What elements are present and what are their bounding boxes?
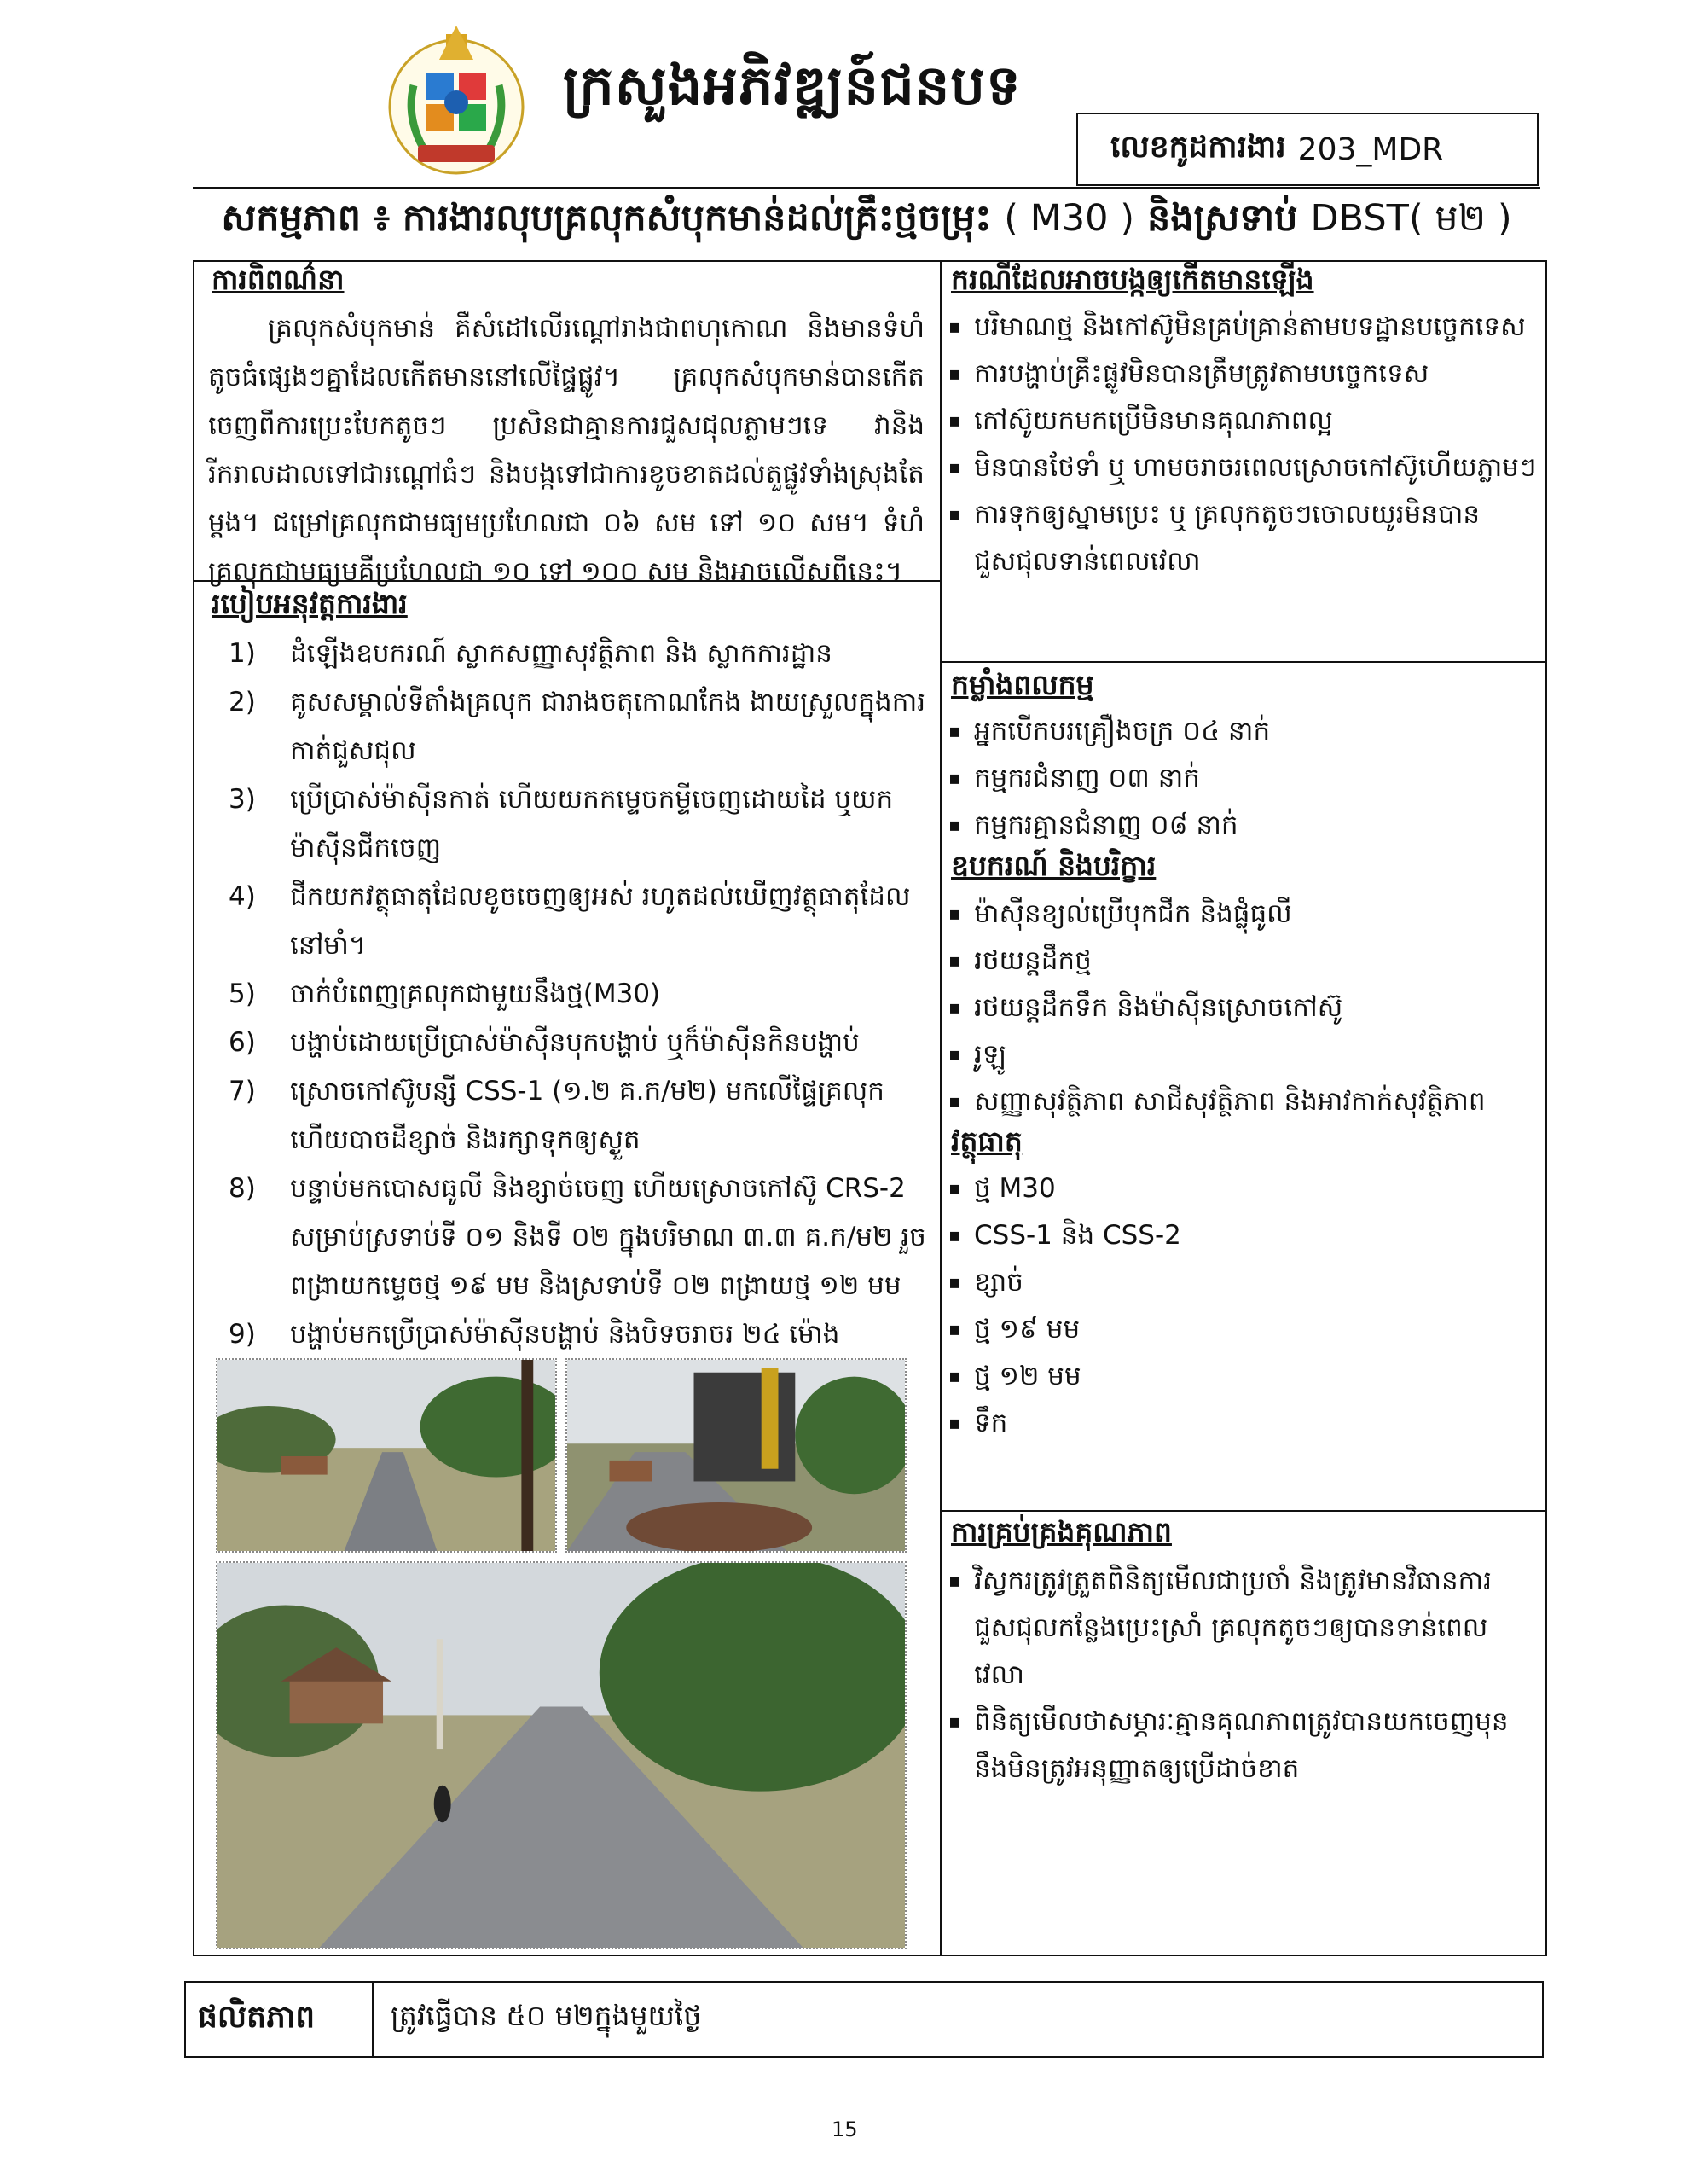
method-step-number: 2) [229,687,256,717]
material-item [948,1306,1537,1353]
equipment-item-text: រថយន្តដឹកថ្ម [974,945,1092,976]
equipment-item [948,891,1537,938]
activity-m30: ( M30 ) [1004,197,1134,240]
description-text: គ្រលុកសំបុកមាន់ គឺសំដៅលើរណ្ដៅរាងជាពហុកោណ និងមានទំហំតូចធំផ្សេងៗគ្នាដែលកើតមាននៅលើផ្ទៃផ្លូវ។ គ្រលុកសំបុកមាន់បានកើតចេញពីការប្រេះបែកតូចៗ ប្រសិនជាគ្មានការជួសជុលភ្លាមៗទេ វានិងរីករាលដាលទៅជារណ្ដៅធំៗ និងបង្កទៅជាការខូចខាតដល់តួផ្លូវទាំងស្រុងតែម្ដង។ ជម្រៅគ្រលុកជាមធ្យមប្រហែលជា ០៦ សម ទៅ ១០ សម។ ទំហំគ្រលុកជាមធ្យមគឺប្រហែលជា ១០ ទៅ ១០០ សម និងអាចលើសពីនេះ។ [208,313,925,587]
material-item-text: ទឹក [974,1408,1008,1438]
material-item-text: ថ្ម ១២ មម [974,1361,1081,1391]
labor-item [948,755,1537,802]
description-title: ការពិពណ៌នា [212,263,345,296]
method-step-text: បង្ហាប់មកប្រើប្រាស់ម៉ាស៊ីនបង្ហាប់ និងបិទចរាចរ ២៤ ម៉ោង [290,1319,840,1350]
method-title: របៀបអនុវត្តការងារ [212,587,408,620]
road-photo-2 [565,1358,907,1553]
row-divider-causes [940,661,1547,663]
cause-item-text: ការបង្ហាប់គ្រឹះផ្លូវមិនបានត្រឹមត្រូវតាមបច្ចេកទេស [974,358,1429,389]
bullet-icon: ▪ [948,1413,961,1434]
equipment-item-text: រូឡូ [974,1039,1006,1070]
activity-title [193,195,1540,248]
equipment-list [948,891,1537,1125]
equipment-item [948,985,1537,1031]
ministry-name: ក្រសួងអភិវឌ្ឍន៍ជនបទ [563,55,1022,118]
cause-item [948,304,1537,351]
material-item-text: ថ្ម M30 [974,1173,1056,1204]
material-item-text: ខ្សាច់ [974,1267,1023,1298]
material-item [948,1353,1537,1400]
labor-item-text: កម្មករគ្មានជំនាញ ០៨ នាក់ [974,810,1238,840]
bullet-icon: ▪ [948,410,961,432]
document-code-box [1076,113,1539,186]
bullet-icon: ▪ [948,1711,961,1733]
productivity-divider [372,1981,374,2058]
method-step-text: បន្ទាប់មកបោសធូលី និងខ្សាច់ចេញ ហើយស្រោចកៅស៊ូ CRS-2 សម្រាប់ស្រទាប់ទី ០១ និងទី ០២ ក្នុងបរិមាណ ៣.៣ គ.ក/ម២ រួចពង្រាយកម្ទេចថ្ម ១៩ មម និងស្រទាប់ទី ០២ ពង្រាយថ្ម ១២ មម [290,1173,926,1301]
bullet-icon: ▪ [948,1044,961,1066]
quality-list [948,1558,1537,1792]
bullet-icon: ▪ [948,457,961,479]
cause-item-text: កៅស៊ូយកមកប្រើមិនមានគុណភាពល្អ [974,405,1333,436]
method-step-text: ប្រើប្រាស់ម៉ាស៊ីនកាត់ ហើយយកកម្ទេចកម្ទីចេញដោយដៃ ឬយកម៉ាស៊ីនជីកចេញ [290,784,894,863]
method-step-text: បង្ហាប់ដោយប្រើប្រាស់ម៉ាស៊ីនបុកបង្ហាប់ ឬក៏ម៉ាស៊ីនកិនបង្ហាប់ [290,1027,860,1058]
equipment-item-text: សញ្ញាសុវត្ថិភាព សាជីសុវត្ថិភាព និងអាវកាក់សុវត្ថិភាព [974,1086,1486,1117]
quality-item-text: វិស្វករត្រូវត្រួតពិនិត្យមើលជាប្រចាំ និងត្រូវមានវិធានការជួសជុលកន្លែងប្រេះស្រាំ គ្រលុកតូចៗឲ្យបានទាន់ពេលវេលា [974,1565,1492,1690]
method-step [196,1067,930,1165]
cause-item-text: ការទុកឲ្យស្នាមប្រេះ ឬ គ្រលុកតូចៗចោលយូរមិនបានជួសជុលទាន់ពេលវេលា [974,499,1481,577]
bullet-icon: ▪ [948,1091,961,1112]
equipment-item [948,938,1537,985]
quality-title: ការគ្រប់គ្រងគុណភាព [951,1515,1172,1548]
bullet-icon: ▪ [948,997,961,1019]
labor-item-text: អ្នកបើកបរគ្រឿងចក្រ ០៤ នាក់ [974,716,1271,746]
method-steps [196,630,930,1359]
method-step-number: 4) [229,881,256,912]
method-step [196,970,930,1019]
materials-title: វត្ថុធាតុ [951,1124,1023,1158]
bullet-icon: ▪ [948,1571,961,1592]
equipment-title: ឧបករណ៍ និងបរិក្ខារ [951,849,1157,882]
method-step [196,678,930,775]
method-step-text: ដំឡើងឧបករណ៍ ស្លាកសញ្ញាសុវត្ថិភាព និង ស្លាកការដ្ឋាន [290,638,832,669]
bullet-icon: ▪ [948,721,961,742]
bullet-icon: ▪ [948,1225,961,1246]
method-step [196,873,930,970]
method-step [196,1019,930,1067]
cause-item [948,491,1537,585]
activity-layer: និងស្រទាប់ [1146,197,1298,240]
header-rule [193,187,1540,189]
material-item [948,1400,1537,1447]
equipment-item-text: រថយន្តដឹកទឹក និងម៉ាស៊ីនស្រោចកៅស៊ូ [974,992,1343,1023]
bullet-icon: ▪ [948,815,961,836]
method-step-number: 8) [229,1173,256,1204]
method-step [196,630,930,678]
method-step-text: ជីកយកវត្ថុធាតុដែលខូចចេញឲ្យអស់ រហូតដល់ឃើញវត្ថុធាតុដែលនៅមាំ។ [290,881,911,961]
method-step-number: 9) [229,1319,256,1350]
material-item [948,1212,1537,1259]
method-step-text: ស្រោចកៅស៊ូបន្សី CSS-1 (១.២ គ.ក/ម២) មកលើផ្ទៃគ្រលុកហើយបាចដីខ្សាច់ និងរក្សាទុកឲ្យស្ងួត [290,1076,884,1155]
quality-item-text: ពិនិត្យមើលថាសម្ភារៈគ្មានគុណភាពត្រូវបានយកចេញមុននឹងមិនត្រូវអនុញ្ញាតឲ្យប្រើដាច់ខាត [974,1706,1509,1784]
method-step-number: 5) [229,979,256,1009]
material-item-text: CSS-1 និង CSS-2 [974,1220,1181,1251]
bullet-icon: ▪ [948,903,961,925]
bullet-icon: ▪ [948,1319,961,1340]
quality-item [948,1558,1537,1699]
labor-item-text: កម្មករជំនាញ ០៣ នាក់ [974,763,1200,793]
bullet-icon: ▪ [948,1366,961,1387]
method-step-number: 7) [229,1076,256,1107]
material-item-text: ថ្ម ១៩ មម [974,1314,1081,1345]
labor-item [948,708,1537,755]
cause-item-text: បរិមាណថ្ម និងកៅស៊ូមិនគ្រប់គ្រាន់តាមបទដ្ឋានបច្ចេកទេស [974,311,1526,342]
method-step [196,775,930,873]
productivity-value: ត្រូវធ្វើបាន ៥០ ម២ក្នុងមួយថ្ងៃ [391,1999,702,2032]
equipment-item-text: ម៉ាស៊ីនខ្យល់ប្រើបុកជីក និងផ្លុំធូលី [974,898,1292,929]
labor-title: កម្លាំងពលកម្ម [951,668,1094,701]
causes-list [948,304,1537,585]
equipment-item [948,1031,1537,1078]
quality-item [948,1699,1537,1792]
document-code-value: 203_MDR [1297,131,1444,167]
column-divider [940,260,942,1956]
page-number: 15 [832,2117,858,2141]
method-step-number: 6) [229,1027,256,1058]
road-photo-1 [216,1358,557,1553]
materials-list [948,1165,1537,1447]
bullet-icon: ▪ [948,363,961,385]
method-step [196,1310,930,1359]
cause-item [948,444,1537,491]
equipment-item [948,1078,1537,1125]
bullet-icon: ▪ [948,768,961,789]
ministry-logo [380,26,533,183]
bullet-icon: ▪ [948,504,961,526]
bullet-icon: ▪ [948,317,961,338]
labor-list [948,708,1537,849]
method-step-number: 3) [229,784,256,815]
cause-item [948,351,1537,398]
bullet-icon: ▪ [948,1178,961,1199]
productivity-label: ផលិតភាព [198,2000,316,2035]
document-code-label: លេខកូដការងារ [1110,129,1286,165]
activity-dbst: DBST( ម២ ) [1310,197,1512,240]
method-step [196,1165,930,1310]
material-item [948,1165,1537,1212]
method-step-text: ចាក់បំពេញគ្រលុកជាមួយនឹងថ្ម(M30) [290,979,661,1009]
road-photo-3 [216,1561,907,1949]
activity-label: សកម្មភាព ៖ ការងារលុបគ្រលុកសំបុកមាន់ដល់គ្រឹះថ្មចម្រុះ [221,197,992,240]
row-divider-materials [940,1510,1547,1512]
bullet-icon: ▪ [948,950,961,972]
cause-item [948,398,1537,444]
bullet-icon: ▪ [948,1272,961,1293]
labor-item [948,802,1537,849]
causes-title: ករណីដែលអាចបង្កឲ្យកើតមានឡើង [951,263,1314,296]
productivity-box [184,1981,1544,2058]
cause-item-text: មិនបានថែទាំ ឬ ហាមចរាចរពេលស្រោចកៅស៊ូហើយភ្លាមៗ [974,452,1537,483]
method-step-text: គូសសម្គាល់ទីតាំងគ្រលុក ជារាងចតុកោណកែង ងាយស្រួលក្នុងការកាត់ជួសជុល [290,687,926,766]
method-step-number: 1) [229,638,256,669]
material-item [948,1259,1537,1306]
